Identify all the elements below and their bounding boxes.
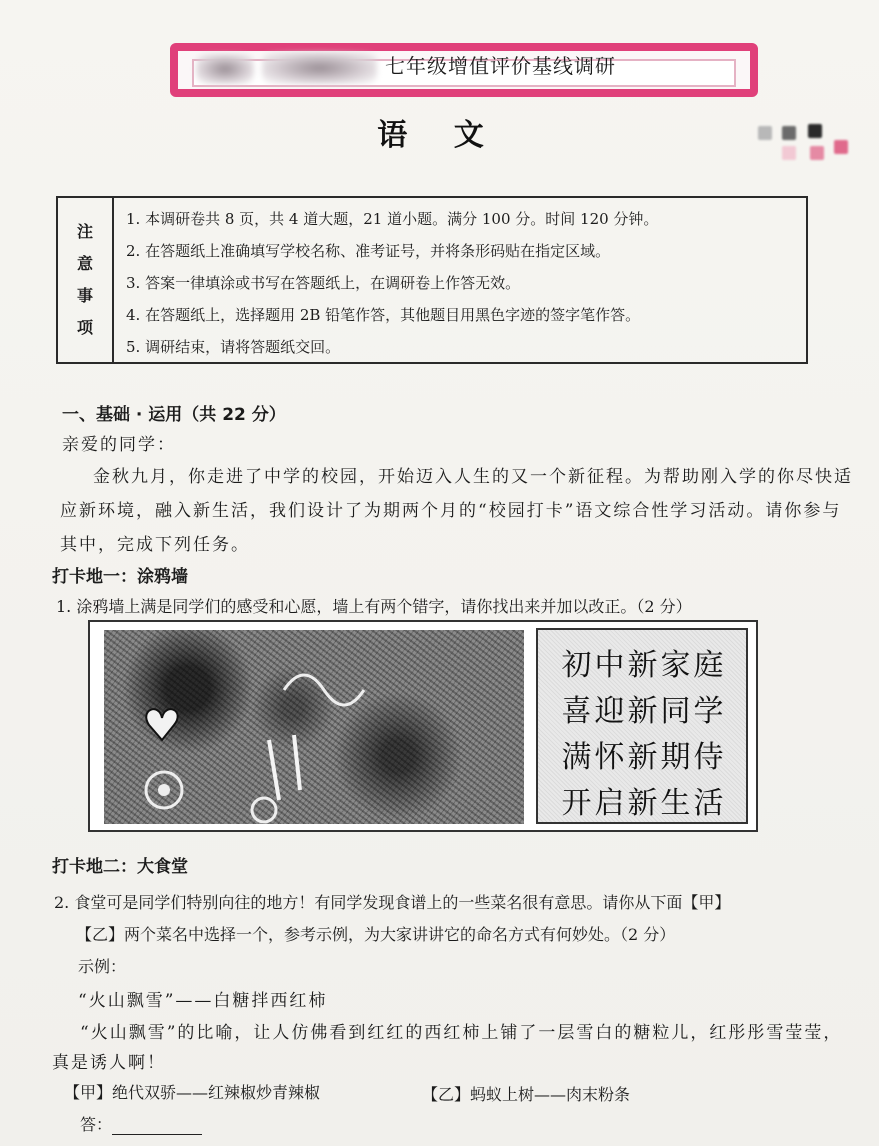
example-dish: “火山飘雪”——白糖拌西红柿	[78, 991, 328, 1011]
notice-heading-char: 项	[76, 318, 93, 337]
greeting: 亲爱的同学：	[62, 435, 176, 455]
note-line: 开启新生活	[561, 786, 727, 821]
note-line: 满怀新期侍	[561, 740, 727, 775]
note-line: 喜迎新同学	[561, 694, 727, 729]
answer-blank[interactable]	[112, 1116, 202, 1135]
intro-line: 应新环境，融入新生活，我们设计了为期两个月的“校园打卡”语文综合性学习活动。请你参与	[60, 501, 842, 521]
option-a: 【甲】绝代双骄——红辣椒炒青辣椒	[64, 1083, 321, 1102]
answer-label: 答：	[80, 1115, 113, 1134]
notice-heading	[58, 198, 114, 362]
stop1-title: 打卡地一：涂鸦墙	[52, 567, 188, 587]
notice-heading-char: 注	[76, 222, 93, 241]
notice-item: 5. 调研结束，请将答题纸交回。	[126, 338, 341, 356]
section-title: 一、基础 · 运用（共 22 分）	[62, 405, 286, 425]
note-line: 初中新家庭	[561, 648, 727, 683]
notice-item: 3. 答案一律填涂或书写在答题纸上，在调研卷上作答无效。	[126, 274, 521, 292]
option-b: 【乙】蚂蚁上树——肉末粉条	[422, 1085, 631, 1104]
notice-box	[56, 196, 808, 364]
notice-item: 2. 在答题纸上准确填写学校名称、准考证号，并将条形码贴在指定区域。	[126, 242, 611, 260]
intro-line: 金秋九月，你走进了中学的校园，开始迈入人生的又一个新征程。为帮助刚入学的你尽快适	[93, 467, 853, 487]
exam-title: 七年级增值评价基线调研	[385, 54, 616, 78]
question-1: 1. 涂鸦墙上满是同学们的感受和心愿，墙上有两个错字，请你找出来并加以改正。（2 分）	[56, 597, 692, 616]
stop2-title: 打卡地二：大食堂	[52, 857, 188, 877]
redacted-blur	[196, 54, 254, 84]
redacted-corner-mark	[752, 118, 848, 168]
example-label: 示例：	[78, 957, 127, 976]
example-explain: “火山飘雪”的比喻，让人仿佛看到红红的西红柿上铺了一层雪白的糖粒儿，红彤彤雪莹莹，	[80, 1023, 843, 1043]
question-2-line: 2. 食堂可是同学们特别向往的地方！有同学发现食谱上的一些菜名很有意思。请你从下面【甲】	[54, 893, 731, 912]
redacted-blur	[262, 52, 377, 84]
notice-list	[114, 198, 806, 362]
graffiti-note-card	[536, 628, 748, 824]
question-2-line: 【乙】两个菜名中选择一个，参考示例，为大家讲讲它的命名方式有何妙处。（2 分）	[76, 925, 676, 944]
notice-item: 4. 在答题纸上，选择题用 2B 铅笔作答，其他题目用黑色字迹的签字笔作答。	[126, 306, 641, 324]
graffiti-figure	[88, 620, 758, 832]
graffiti-wall-photo	[104, 630, 524, 824]
answer-row	[80, 1112, 202, 1135]
notice-item: 1. 本调研卷共 8 页，共 4 道大题，21 道小题。满分 100 分。时间 120 分钟。	[126, 210, 659, 228]
notice-heading-char: 事	[76, 286, 93, 305]
subject-title: 语 文	[377, 118, 502, 153]
graffiti-doodles	[104, 630, 524, 824]
intro-line: 其中，完成下列任务。	[60, 535, 250, 555]
notice-heading-char: 意	[76, 254, 93, 273]
example-explain: 真是诱人啊！	[52, 1053, 166, 1073]
